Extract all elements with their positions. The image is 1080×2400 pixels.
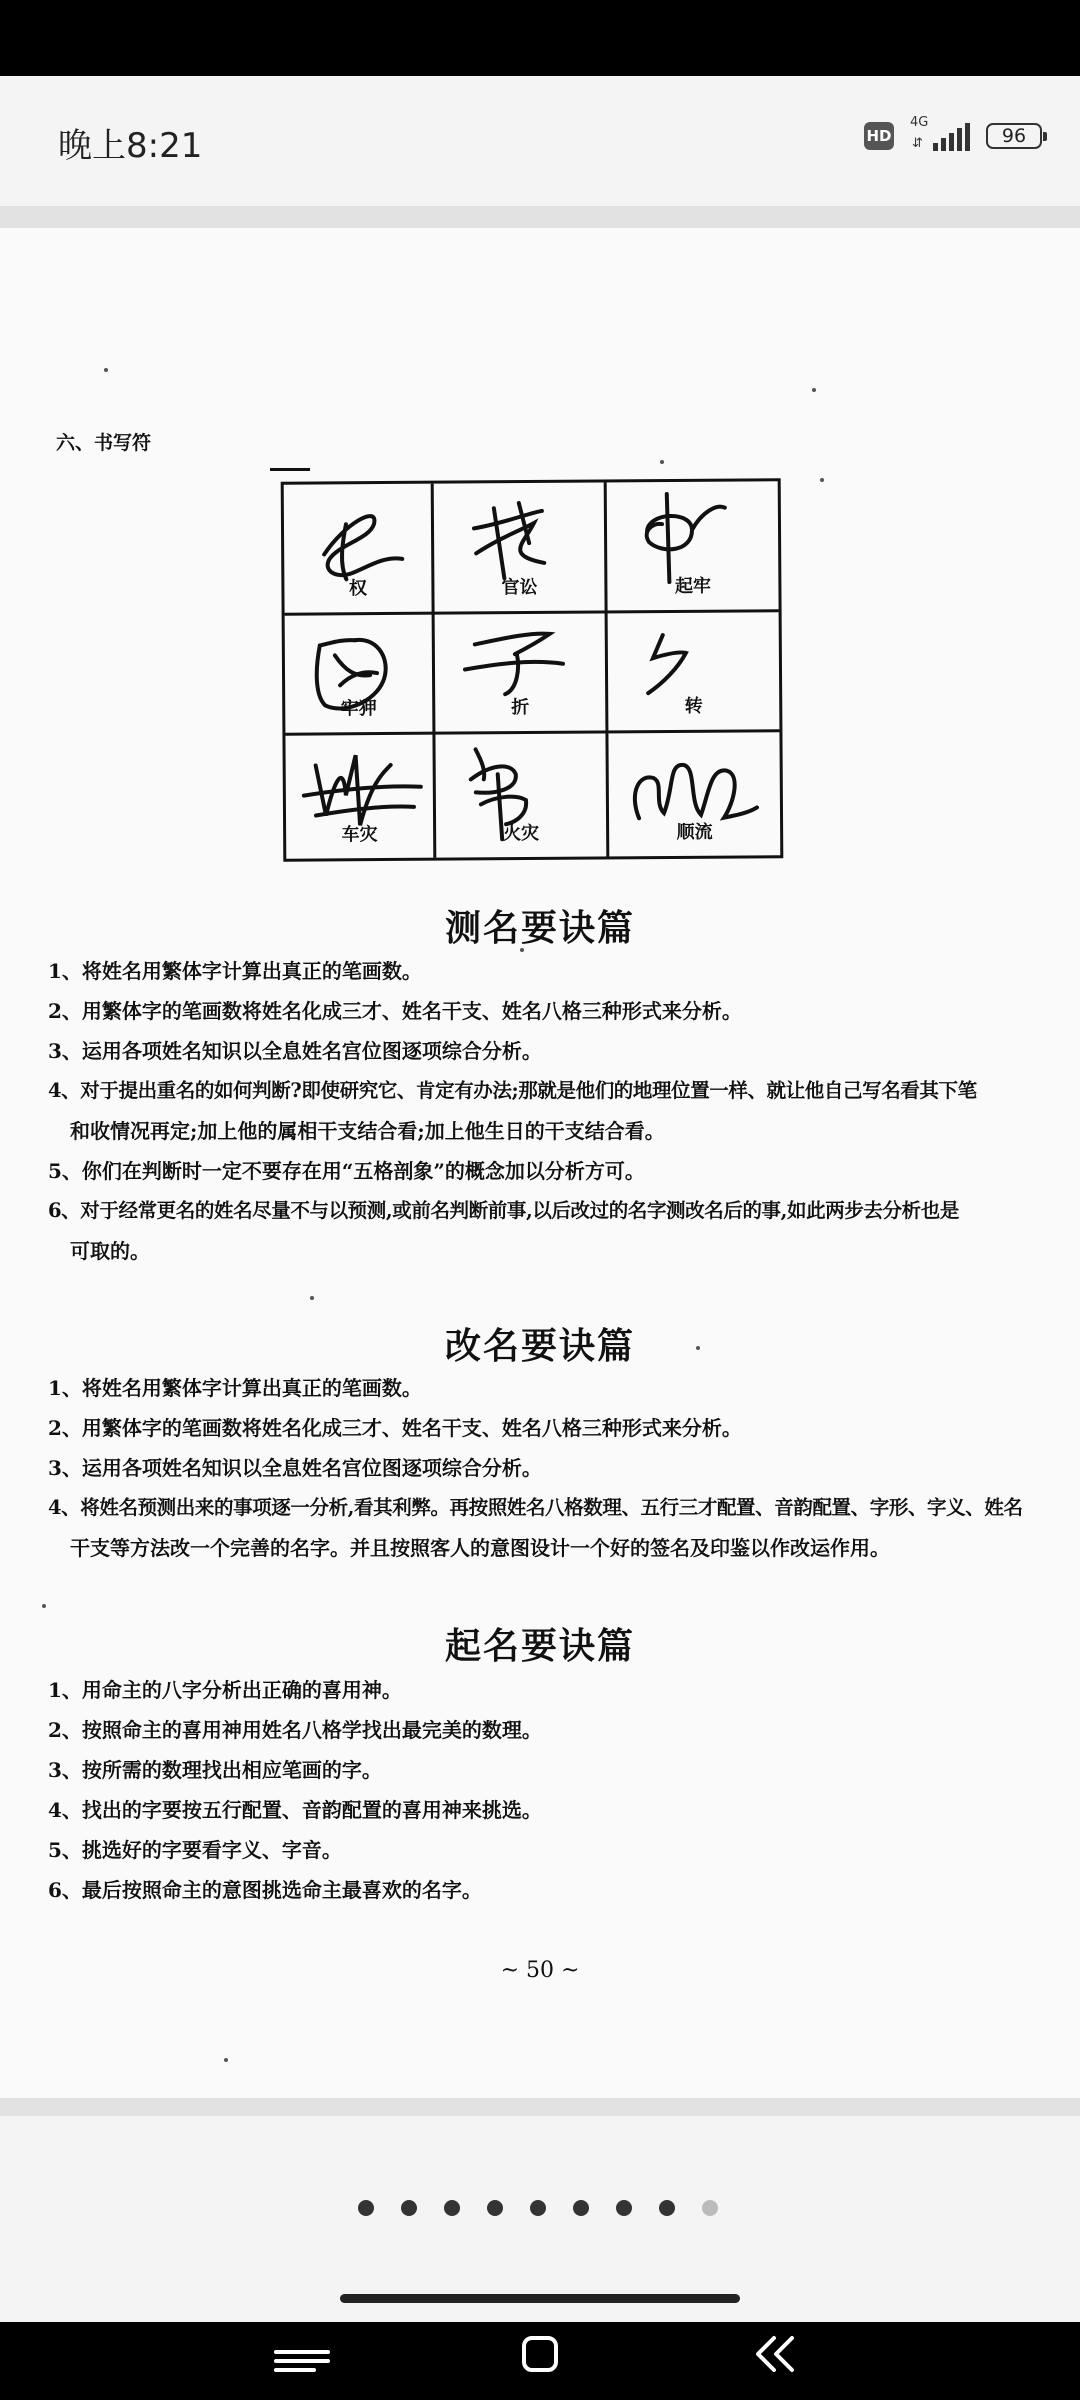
pen-mark (270, 468, 310, 471)
list-item: 3、运用各项姓名知识以全息姓名宫位图逐项综合分析。 (48, 1039, 542, 1063)
section-body (48, 1670, 1048, 1910)
symbol-label: 折 (511, 697, 530, 719)
talisman-cell (285, 735, 433, 859)
section-label: 六、书写符 (56, 432, 152, 454)
page-dot[interactable] (616, 2200, 632, 2216)
list-item: 5、挑选好的字要看字义、字音。 (48, 1838, 342, 1862)
list-item: 6、最后按照命主的意图挑选命主最喜欢的名字。 (48, 1878, 482, 1902)
page-dot[interactable] (401, 2200, 417, 2216)
divider (0, 206, 1080, 228)
page-indicator[interactable] (358, 2200, 718, 2216)
page-dot[interactable] (573, 2200, 589, 2216)
list-item: 4、对于提出重名的如何判断?即使研究它、肯定有办法;那就是他们的地理位置一样、就让他自己写名看其下笔 (48, 1079, 977, 1102)
symbol-label: 车灾 (341, 824, 378, 846)
talisman-grid (281, 478, 784, 861)
list-item: 3、按所需的数理找出相应笔画的字。 (48, 1758, 382, 1782)
scan-speck (820, 478, 824, 482)
talisman-cell (434, 482, 605, 611)
scan-speck (224, 2058, 228, 2062)
page-number: ~ 50 ~ (500, 1958, 580, 1983)
scan-speck (660, 460, 664, 464)
page-dot[interactable] (702, 2200, 718, 2216)
battery-level: 96 (1001, 125, 1027, 147)
status-bar (0, 76, 1080, 206)
list-item: 2、用繁体字的笔画数将姓名化成三才、姓名干支、姓名八格三种形式来分析。 (48, 1416, 742, 1440)
talisman-cell (285, 615, 433, 733)
page-dot[interactable] (358, 2200, 374, 2216)
symbol-label: 权 (348, 578, 368, 600)
network-type: 4G (910, 115, 929, 130)
home-icon[interactable] (518, 2332, 562, 2376)
list-item: 4、将姓名预测出来的事项逐一分析,看其利弊。再按照姓名八格数理、五行三才配置、音韵配置、字形、字义、姓名 (48, 1496, 1023, 1519)
scan-speck (104, 368, 108, 372)
list-item: 1、将姓名用繁体字计算出真正的笔画数。 (48, 1376, 422, 1400)
symbol-label: 官讼 (501, 576, 538, 599)
talisman-cell (284, 484, 432, 613)
section-title: 改名要诀篇 (444, 1325, 635, 1367)
divider (0, 2098, 1080, 2116)
list-item-continued: 干支等方法改一个完善的名字。并且按照客人的意图设计一个好的签名及印鉴以作改运作用。 (70, 1536, 890, 1560)
section-title: 测名要诀篇 (444, 907, 635, 949)
talisman-cell (435, 613, 606, 731)
gesture-bar[interactable] (340, 2294, 740, 2303)
page-dot[interactable] (444, 2200, 460, 2216)
scan-speck (42, 1604, 46, 1608)
data-arrows-icon: ⇵ (912, 136, 923, 151)
back-icon[interactable] (752, 2334, 800, 2374)
navigation-bar (0, 2322, 1080, 2400)
list-item-continued: 可取的。 (70, 1239, 150, 1263)
list-item: 1、将姓名用繁体字计算出真正的笔画数。 (48, 959, 422, 983)
status-icons (864, 106, 1042, 166)
symbol-label: 顺流 (676, 821, 713, 843)
scan-speck (812, 388, 816, 392)
symbol-label: 转 (684, 695, 703, 717)
talisman-cell (608, 612, 780, 730)
hd-voice-icon: HD (864, 122, 894, 150)
scan-speck (310, 1296, 314, 1300)
page-dot[interactable] (487, 2200, 503, 2216)
list-item: 4、找出的字要按五行配置、音韵配置的喜用神来挑选。 (48, 1798, 542, 1822)
symbol-label: 牢狎 (340, 698, 377, 720)
list-item-continued: 和收情况再定;加上他的属相干支结合看;加上他生日的干支结合看。 (70, 1119, 665, 1143)
page-dot[interactable] (659, 2200, 675, 2216)
section-body (48, 951, 1048, 1271)
list-item: 5、你们在判断时一定不要存在用“五格剖象”的概念加以分析方可。 (48, 1159, 645, 1183)
signal-icon (910, 115, 970, 153)
section-title: 起名要诀篇 (444, 1625, 635, 1667)
list-item: 1、用命主的八字分析出正确的喜用神。 (48, 1678, 402, 1702)
page-dot[interactable] (530, 2200, 546, 2216)
symbol-label: 起牢 (674, 575, 711, 597)
symbol-label: 火灾 (503, 822, 540, 845)
section-body (48, 1368, 1048, 1568)
status-time: 晚上8:21 (58, 126, 203, 166)
document-page[interactable] (0, 228, 1080, 2098)
list-item: 2、用繁体字的笔画数将姓名化成三才、姓名干支、姓名八格三种形式来分析。 (48, 999, 742, 1023)
camera-cutout-area (0, 0, 1080, 76)
list-item: 6、对于经常更名的姓名尽量不与以预测,或前名判断前事,以后改过的名字测改名后的事,如此两步去分析也是 (48, 1199, 959, 1222)
list-item: 3、运用各项姓名知识以全息姓名宫位图逐项综合分析。 (48, 1456, 542, 1480)
talisman-cell (608, 732, 780, 856)
list-item: 2、按照命主的喜用神用姓名八格学找出最完美的数理。 (48, 1718, 542, 1742)
signal-bars-icon (933, 123, 970, 151)
pager-area (0, 2116, 1080, 2322)
talisman-cell (435, 733, 606, 857)
menu-icon[interactable] (270, 2346, 334, 2376)
talisman-cell (607, 481, 779, 610)
battery-icon (986, 123, 1042, 149)
